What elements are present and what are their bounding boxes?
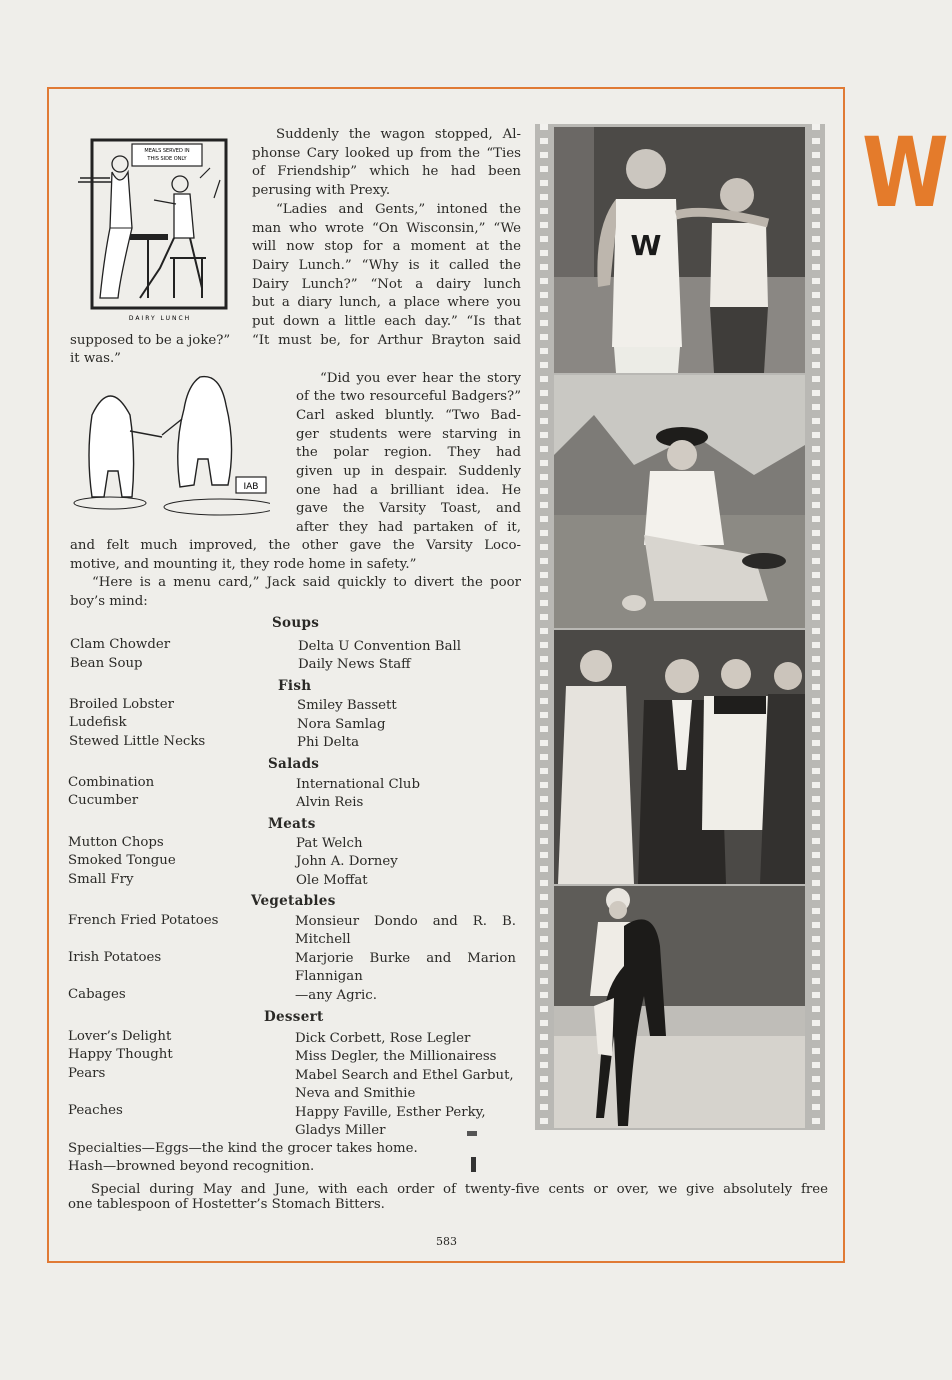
sprocket-holes-right [812,124,820,1130]
svg-text:THIS SIDE ONLY: THIS SIDE ONLY [147,156,187,162]
menu-heading-vegetables: Vegetables [251,893,336,909]
menu-heading-soups: Soups [272,615,320,631]
film-strip [535,124,825,1130]
menu-heading-meats: Meats [268,816,316,832]
menu-heading-salads: Salads [268,756,320,772]
section-letter: W [862,117,949,229]
photo-woman-kneeling [554,375,805,628]
page-number: 583 [436,1235,457,1248]
menu-heading-fish: Fish [278,678,312,694]
dairy-lunch-cartoon [70,138,230,324]
menu-heading-dessert: Dessert [264,1009,324,1025]
photo-group [554,630,805,884]
cartoon-sign-text: MEALS SERVED IN [144,148,190,154]
badgers-cartoon [70,375,270,525]
photo-horse-rider [554,886,805,1128]
photo-two-athletes [554,127,805,373]
artist-initials: IAB [243,482,259,492]
jersey-letter: W [630,229,662,262]
cartoon-caption: DAIRY LUNCH [128,315,192,322]
print-mark [471,1157,476,1172]
sprocket-holes-left [540,124,548,1130]
print-mark [467,1131,477,1136]
